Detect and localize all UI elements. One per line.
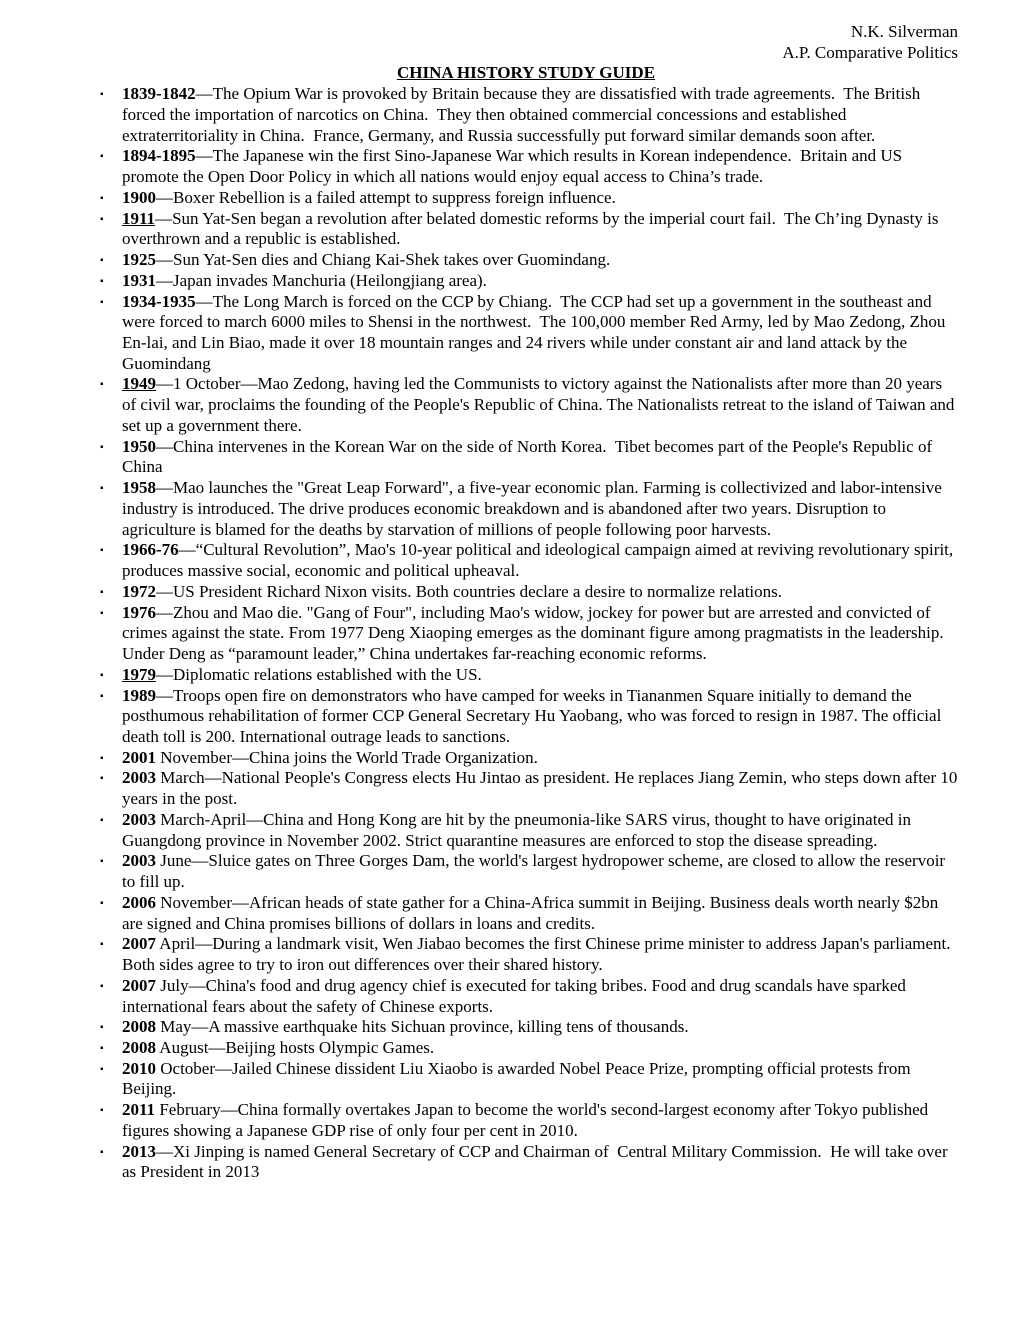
timeline-entry <box>94 292 958 375</box>
entry-text: November—China joins the World Trade Organization. <box>156 747 538 767</box>
bullet-icon: ▪ <box>100 192 104 204</box>
entry-text: July—China's food and drug agency chief is executed for taking bribes. Food and drug scandals have sparked international fears about the safety of Chinese exports. <box>122 975 911 1016</box>
entry-text: —1 October—Mao Zedong, having led the Communists to victory against the Nationalists after more than 20 years of civil war, proclaims the founding of the People's Republic of China. The Nationalists retreat to the island of Taiwan and set up a government there. <box>122 374 959 435</box>
timeline-entry <box>94 893 958 934</box>
entry-text: August—Beijing hosts Olympic Games. <box>156 1037 435 1057</box>
bullet-icon: ▪ <box>100 980 104 992</box>
entry-text: —Japan invades Manchuria (Heilongjiang area). <box>156 270 487 290</box>
entry-year: 2007 <box>122 975 156 995</box>
entry-year: 2007 <box>122 934 156 954</box>
entry-text: —Boxer Rebellion is a failed attempt to suppress foreign influence. <box>156 187 616 207</box>
entry-text: May—A massive earthquake hits Sichuan province, killing tens of thousands. <box>156 1017 689 1037</box>
bullet-icon: ▪ <box>100 483 104 495</box>
bullet-icon: ▪ <box>100 89 104 101</box>
entry-text: —US President Richard Nixon visits. Both countries declare a desire to normalize relations. <box>156 581 783 601</box>
entry-year: 1966-76 <box>122 540 179 560</box>
timeline-entry <box>94 748 958 769</box>
timeline-entry <box>94 478 958 540</box>
bullet-icon: ▪ <box>100 1146 104 1158</box>
timeline-entry <box>94 250 958 271</box>
entry-text: —Diplomatic relations established with the US. <box>156 664 482 684</box>
document-title <box>94 63 958 84</box>
timeline-entry <box>94 768 962 809</box>
bullet-icon: ▪ <box>100 379 104 391</box>
timeline-entry <box>94 603 958 665</box>
timeline-entry <box>94 374 958 436</box>
bullet-icon: ▪ <box>100 1042 104 1054</box>
bullet-icon: ▪ <box>100 586 104 598</box>
entry-text: —The Opium War is provoked by Britain because they are dissatisfied with trade agreements. The British forced the importation of narcotics on China. They then obtained commercial concessions and established extraterritoriality in China. France, Germany, and Russia successfully put forward similar demands soon after. <box>122 84 925 145</box>
bullet-icon: ▪ <box>100 151 104 163</box>
author-name: N.K. Silverman <box>850 22 958 41</box>
bullet-icon: ▪ <box>100 856 104 868</box>
bullet-icon: ▪ <box>100 1105 104 1117</box>
entry-text: April—During a landmark visit, Wen Jiabao becomes the first Chinese prime minister to address Japan's parliament. Both sides agree to try to iron out differences over their shared history. <box>122 934 955 975</box>
timeline-entry <box>94 665 958 686</box>
timeline-entry <box>94 976 958 1017</box>
entry-year: 2008 <box>122 1037 156 1057</box>
bullet-icon: ▪ <box>100 296 104 308</box>
entry-year: 2003 <box>122 768 156 788</box>
entry-year: 1976 <box>122 602 156 622</box>
bullet-icon: ▪ <box>100 939 104 951</box>
entry-text: March-April—China and Hong Kong are hit by the pneumonia-like SARS virus, thought to have originated in Guangdong province in November 2002. Strict quarantine measures are enforced to stop the disease spreading. <box>122 809 916 850</box>
entry-year: 1958 <box>122 478 156 498</box>
entry-year: 2001 <box>122 747 156 767</box>
entry-year: 1925 <box>122 250 156 270</box>
entry-year: 1989 <box>122 685 156 705</box>
entry-year: 2003 <box>122 809 156 829</box>
timeline-entry <box>94 851 958 892</box>
timeline-entry <box>94 437 958 478</box>
entry-year: 2006 <box>122 892 156 912</box>
entry-text: November—African heads of state gather for a China-Africa summit in Beijing. Business deals worth nearly $2bn are signed and China promises billions of dollars in loans and credits. <box>122 892 943 933</box>
entry-text: —China intervenes in the Korean War on the side of North Korea. Tibet becomes part of the People's Republic of China <box>122 436 937 477</box>
timeline-entry <box>94 84 958 146</box>
entry-year: 2003 <box>122 851 156 871</box>
entry-text: October—Jailed Chinese dissident Liu Xiaobo is awarded Nobel Peace Prize, prompting official protests from Beijing. <box>122 1058 915 1099</box>
bullet-icon: ▪ <box>100 773 104 785</box>
entry-year: 2008 <box>122 1017 156 1037</box>
bullet-icon: ▪ <box>100 213 104 225</box>
entry-text: —The Long March is forced on the CCP by Chiang. The CCP had set up a government in the southeast and were forced to march 6000 miles to Shensi in the northwest. The 100,000 member Red Army, led by Mao Zedong, Zhou En-lai, and Lin Biao, made it over 18 mountain ranges and 24 rivers while under constant air and land attack by the Guomindang <box>122 291 950 373</box>
timeline-entry <box>94 188 958 209</box>
entry-text: —“Cultural Revolution”, Mao's 10-year political and ideological campaign aimed at reviving revolutionary spirit, produces massive social, economic and political upheaval. <box>122 540 958 581</box>
entry-text: February—China formally overtakes Japan to become the world's second-largest economy after Tokyo published figures showing a Japanese GDP rise of only four per cent in 2010. <box>122 1100 933 1140</box>
timeline-entry <box>94 582 958 603</box>
timeline-entry <box>94 1017 958 1038</box>
bullet-icon: ▪ <box>100 752 104 764</box>
entry-year: 1934-1935 <box>122 291 196 311</box>
entry-text: —Sun Yat-Sen began a revolution after belated domestic reforms by the imperial court fail. The Ch’ing Dynasty is overthrown and a republic is established. <box>122 208 943 249</box>
entry-year: 2013 <box>122 1141 156 1161</box>
timeline-entry <box>94 146 958 187</box>
entry-year: 1894-1895 <box>122 146 196 166</box>
timeline-entry <box>94 686 958 748</box>
entry-text: —Zhou and Mao die. "Gang of Four", including Mao's widow, jockey for power but are arrested and convicted of crimes against the state. From 1977 Deng Xiaoping emerges as the dominant figure among pragmatists in the leadership. Under Deng as “paramount leader,” China undertakes far-reaching economic reforms. <box>122 602 948 664</box>
timeline-entry <box>94 209 958 250</box>
timeline-entry <box>94 934 958 975</box>
bullet-icon: ▪ <box>100 669 104 681</box>
entry-year: 1839-1842 <box>122 84 196 104</box>
course-name: A.P. Comparative Politics <box>782 42 958 62</box>
timeline-entry <box>94 1142 958 1183</box>
bullet-icon: ▪ <box>100 441 104 453</box>
bullet-icon: ▪ <box>100 275 104 287</box>
entry-text: —Sun Yat-Sen dies and Chiang Kai-Shek takes over Guomindang. <box>156 250 611 270</box>
timeline-entry <box>94 1100 958 1141</box>
bullet-icon: ▪ <box>100 1022 104 1034</box>
entry-text: —Mao launches the "Great Leap Forward", a five-year economic plan. Farming is collectivized and labor-intensive industry is introduced. The drive produces economic breakdown and is abandoned after two years. Disruption to agriculture is blamed for the deaths by starvation of millions of people following poor harvests. <box>122 478 947 539</box>
entry-year: 1972 <box>122 581 156 601</box>
entry-year: 2010 <box>122 1058 156 1078</box>
bullet-icon: ▪ <box>100 255 104 267</box>
entry-text: —The Japanese win the first Sino-Japanese War which results in Korean independence. Britain and US promote the Open Door Policy in which all nations would enjoy equal access to China’s trade. <box>122 146 907 187</box>
entry-year: 1950 <box>122 436 156 456</box>
bullet-icon: ▪ <box>100 814 104 826</box>
entry-year: 1900 <box>122 187 156 207</box>
document-header <box>94 22 958 63</box>
entry-year: 1911 <box>122 208 156 228</box>
entry-text: —Troops open fire on demonstrators who have camped for weeks in Tiananmen Square initially to demand the posthumous rehabilitation of former CCP General Secretary Hu Yaobang, who was forced to resign in 1987. The official death toll is 200. International outrage leads to sanctions. <box>122 685 946 746</box>
entry-text: —Xi Jinping is named General Secretary of CCP and Chairman of Central Military Commission. He will take over as President in 2013 <box>122 1141 952 1182</box>
entry-year: 1979 <box>122 664 156 684</box>
bullet-icon: ▪ <box>100 690 104 702</box>
entry-text: June—Sluice gates on Three Gorges Dam, the world's largest hydropower scheme, are closed to allow the reservoir to fill up. <box>122 851 950 892</box>
entry-year: 1931 <box>122 270 156 290</box>
entry-year: 2011 <box>122 1100 156 1120</box>
timeline-entry <box>94 810 958 851</box>
document-title-text: CHINA HISTORY STUDY GUIDE <box>396 63 656 83</box>
bullet-icon: ▪ <box>100 1063 104 1075</box>
bullet-icon: ▪ <box>100 607 104 619</box>
timeline-entry <box>94 540 958 581</box>
timeline-entry <box>94 1038 958 1059</box>
bullet-icon: ▪ <box>100 545 104 557</box>
entry-year: 1949 <box>122 374 156 394</box>
timeline-list <box>94 84 962 1183</box>
bullet-icon: ▪ <box>100 897 104 909</box>
timeline-entry <box>94 271 958 292</box>
entry-text: March—National People's Congress elects Hu Jintao as president. He replaces Jiang Zemin, who steps down after 10 years in the post. <box>122 768 962 809</box>
timeline-entry <box>94 1059 958 1100</box>
